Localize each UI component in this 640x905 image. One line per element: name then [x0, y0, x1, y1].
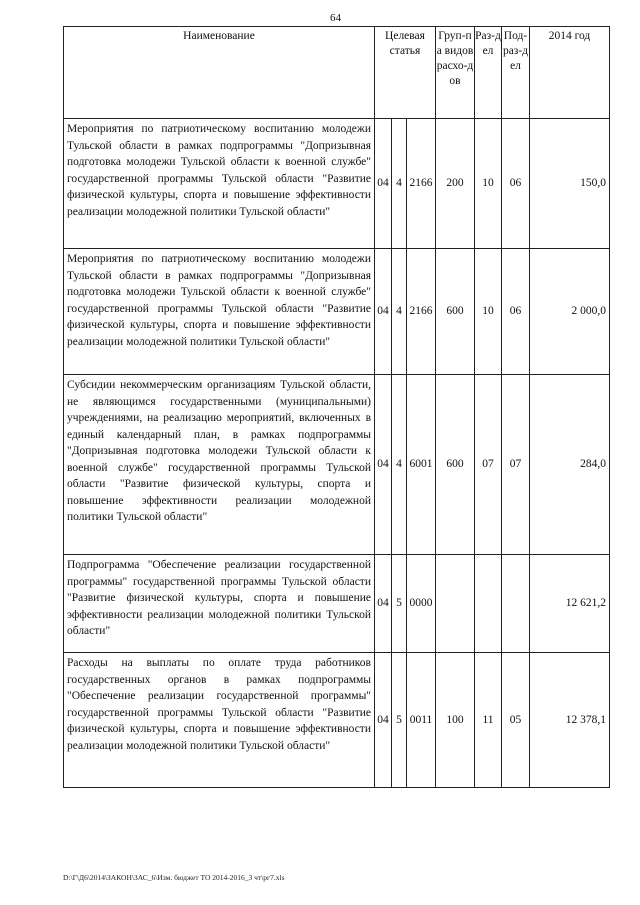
- target-article-part2: 5: [392, 653, 407, 788]
- row-name: Расходы на выплаты по оплате труда работников государственных органов в рамках подпрограммы "Обеспечение реализации государственной программы" государственной программы Тульской области "Развитие физической культуры, спорта и повышение эффективности реализации молодежной политики Тульской области": [64, 653, 375, 788]
- table-row: [64, 249, 610, 375]
- section-cell: 10: [475, 249, 502, 375]
- section-cell: [475, 555, 502, 653]
- expense-group-cell: [436, 555, 475, 653]
- target-article-part1: 04: [375, 375, 392, 555]
- header-expense-group: Груп-па видов расхо-дов: [436, 27, 475, 119]
- table-row: [64, 375, 610, 555]
- target-article-part1: 04: [375, 653, 392, 788]
- target-article-part2: 4: [392, 249, 407, 375]
- target-article-part3: 6001: [407, 375, 436, 555]
- section-cell: 11: [475, 653, 502, 788]
- section-cell: 07: [475, 375, 502, 555]
- amount-cell: 2 000,0: [530, 249, 610, 375]
- table-row: [64, 653, 610, 788]
- header-name: Наименование: [64, 27, 375, 119]
- header-year: 2014 год: [530, 27, 610, 119]
- target-article-part3: 2166: [407, 119, 436, 249]
- amount-cell: 12 621,2: [530, 555, 610, 653]
- target-article-part2: 4: [392, 375, 407, 555]
- expense-group-cell: 600: [436, 375, 475, 555]
- subsection-cell: 06: [502, 119, 530, 249]
- subsection-cell: 05: [502, 653, 530, 788]
- amount-cell: 12 378,1: [530, 653, 610, 788]
- target-article-part1: 04: [375, 119, 392, 249]
- amount-cell: 150,0: [530, 119, 610, 249]
- row-name: Подпрограмма "Обеспечение реализации государственной программы" государственной программы Тульской области "Развитие физической культуры, спорта и повышение эффективности реализации молодежной политики Тульской области": [64, 555, 375, 653]
- row-name: Мероприятия по патриотическому воспитанию молодежи Тульской области в рамках подпрограммы "Допризывная подготовка молодежи Тульской области к военной службе" государственной программы Тульской области "Развитие физической культуры, спорта и повышение эффективности реализации молодежной политики Тульской области": [64, 249, 375, 375]
- target-article-part3: 2166: [407, 249, 436, 375]
- target-article-part2: 4: [392, 119, 407, 249]
- target-article-part1: 04: [375, 555, 392, 653]
- budget-table: [63, 26, 610, 788]
- header-subsection: Под-раз-дел: [502, 27, 530, 119]
- target-article-part1: 04: [375, 249, 392, 375]
- subsection-cell: 07: [502, 375, 530, 555]
- subsection-cell: 06: [502, 249, 530, 375]
- header-section: Раз-дел: [475, 27, 502, 119]
- expense-group-cell: 200: [436, 119, 475, 249]
- row-name: Субсидии некоммерческим организациям Тульской области, не являющимся государственными (муниципальными) учреждениями, на реализацию мероприятий, включенных в единый календарный план, в рамках подпрограммы "Допризывная подготовка молодежи Тульской области к военной службе" государственной программы Тульской области "Развитие физической культуры, спорта и повышение эффективности реализации молодежной политики Тульской области": [64, 375, 375, 555]
- section-cell: 10: [475, 119, 502, 249]
- page-number: 64: [330, 12, 341, 24]
- table-header-row: [64, 27, 610, 119]
- table-row: [64, 555, 610, 653]
- file-path-footer: D:\Г\Д6\2014\ЗАКОН\ЗАС_6\Изм. бюджет ТО 2014-2016_3 чт\рг7.xls: [63, 873, 285, 882]
- target-article-part3: 0000: [407, 555, 436, 653]
- expense-group-cell: 100: [436, 653, 475, 788]
- header-target-article: Целевая статья: [375, 27, 436, 119]
- table-row: [64, 119, 610, 249]
- target-article-part3: 0011: [407, 653, 436, 788]
- subsection-cell: [502, 555, 530, 653]
- amount-cell: 284,0: [530, 375, 610, 555]
- target-article-part2: 5: [392, 555, 407, 653]
- expense-group-cell: 600: [436, 249, 475, 375]
- row-name: Мероприятия по патриотическому воспитанию молодежи Тульской области в рамках подпрограммы "Допризывная подготовка молодежи Тульской области к военной службе" государственной программы Тульской области "Развитие физической культуры, спорта и повышение эффективности реализации молодежной политики Тульской области": [64, 119, 375, 249]
